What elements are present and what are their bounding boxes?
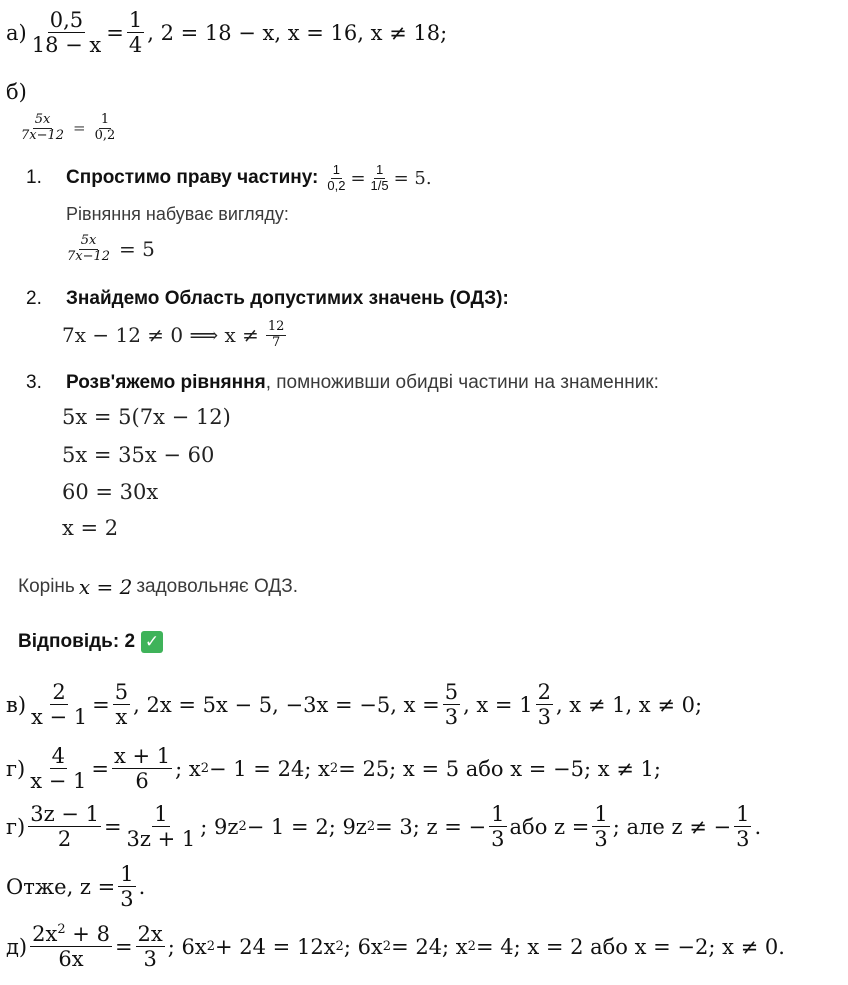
- step-3-eq-1: 5x = 5(7x − 12): [62, 405, 231, 429]
- line-g-1: г) $\frac{4}{x - 1}$ = $\frac{x + 1}{6}$ ; x 2 − 1 = 24; x 2 = 25; x = 5 або x = −5; x ≠ 1;: [6, 744, 661, 794]
- line-otzhe: Отже, z = $\frac{1}{3}$ .: [6, 862, 146, 912]
- line-a: а) $\frac{0,5}{18 - x}$ = $\frac{1}{4}$ , 2 = 18 − x, x = 16, x ≠ 18;: [6, 8, 448, 58]
- line-v: в) $\frac{2}{x - 1}$ = $\frac{5}{x}$ , 2x = 5x − 5, −3x = −5, x = $\frac{5}{3}$ , x = 1 $\frac{2}{3}$ , x ≠ 1, x ≠ 0;: [6, 680, 703, 730]
- step-3-eq-2: 5x = 35x − 60: [62, 443, 215, 467]
- check-icon: ✓: [141, 631, 163, 653]
- label-b: б): [6, 80, 27, 104]
- step-3-eq-3: 60 = 30x: [62, 480, 159, 504]
- label-a: а): [6, 20, 27, 45]
- step-2: 2. Знайдемо Область допустимих значень (ОДЗ):: [26, 288, 509, 309]
- step-1-result: $\frac{5x}{7x-12}$ = 5: [67, 233, 155, 264]
- root-check: Корінь x = 2 задовольняє ОДЗ.: [18, 575, 298, 599]
- fraction-a-1: $\frac{0,5}{18 - x}$: [31, 8, 102, 58]
- step-2-expr: 7x − 12 ≠ 0 ⟹ x ≠ $\frac{12}{7}$: [62, 319, 285, 350]
- line-g-2: г) $\frac{3z - 1}{2}$ = $\frac{1}{3z + 1}$ ; 9z 2 − 1 = 2; 9z 2 = 3; z = − $\frac{1}{3}$ або z = $\frac{1}{3}$ ; але z ≠ − $\frac{1}{3}$ .: [6, 802, 762, 852]
- fraction-a-2: $\frac{1}{4}$: [128, 8, 143, 58]
- answer: Відповідь: 2 ✓: [18, 631, 163, 653]
- b-equation: $\frac{5x}{7x-12}$ = $\frac{1}{0,2}$: [21, 112, 116, 143]
- step-1-subtext: Рівняння набуває вигляду:: [66, 204, 289, 224]
- step-1: 1. Спростимо праву частину: $\frac{1}{0,2}$ = $\frac{1}{1/5}$ = 5.: [26, 162, 432, 193]
- step-3-eq-4: x = 2: [62, 516, 119, 540]
- step-3: 3. Розв'яжемо рівняння , помноживши обидві частини на знаменник:: [26, 372, 659, 393]
- line-d: д) $\frac{2x^2 + 8}{6x}$ = $\frac{2x}{3}$ ; 6x 2 + 24 = 12x 2 ; 6x 2 = 24; x 2 = 4; x = 2 або x = −2; x ≠ 0.: [6, 922, 785, 972]
